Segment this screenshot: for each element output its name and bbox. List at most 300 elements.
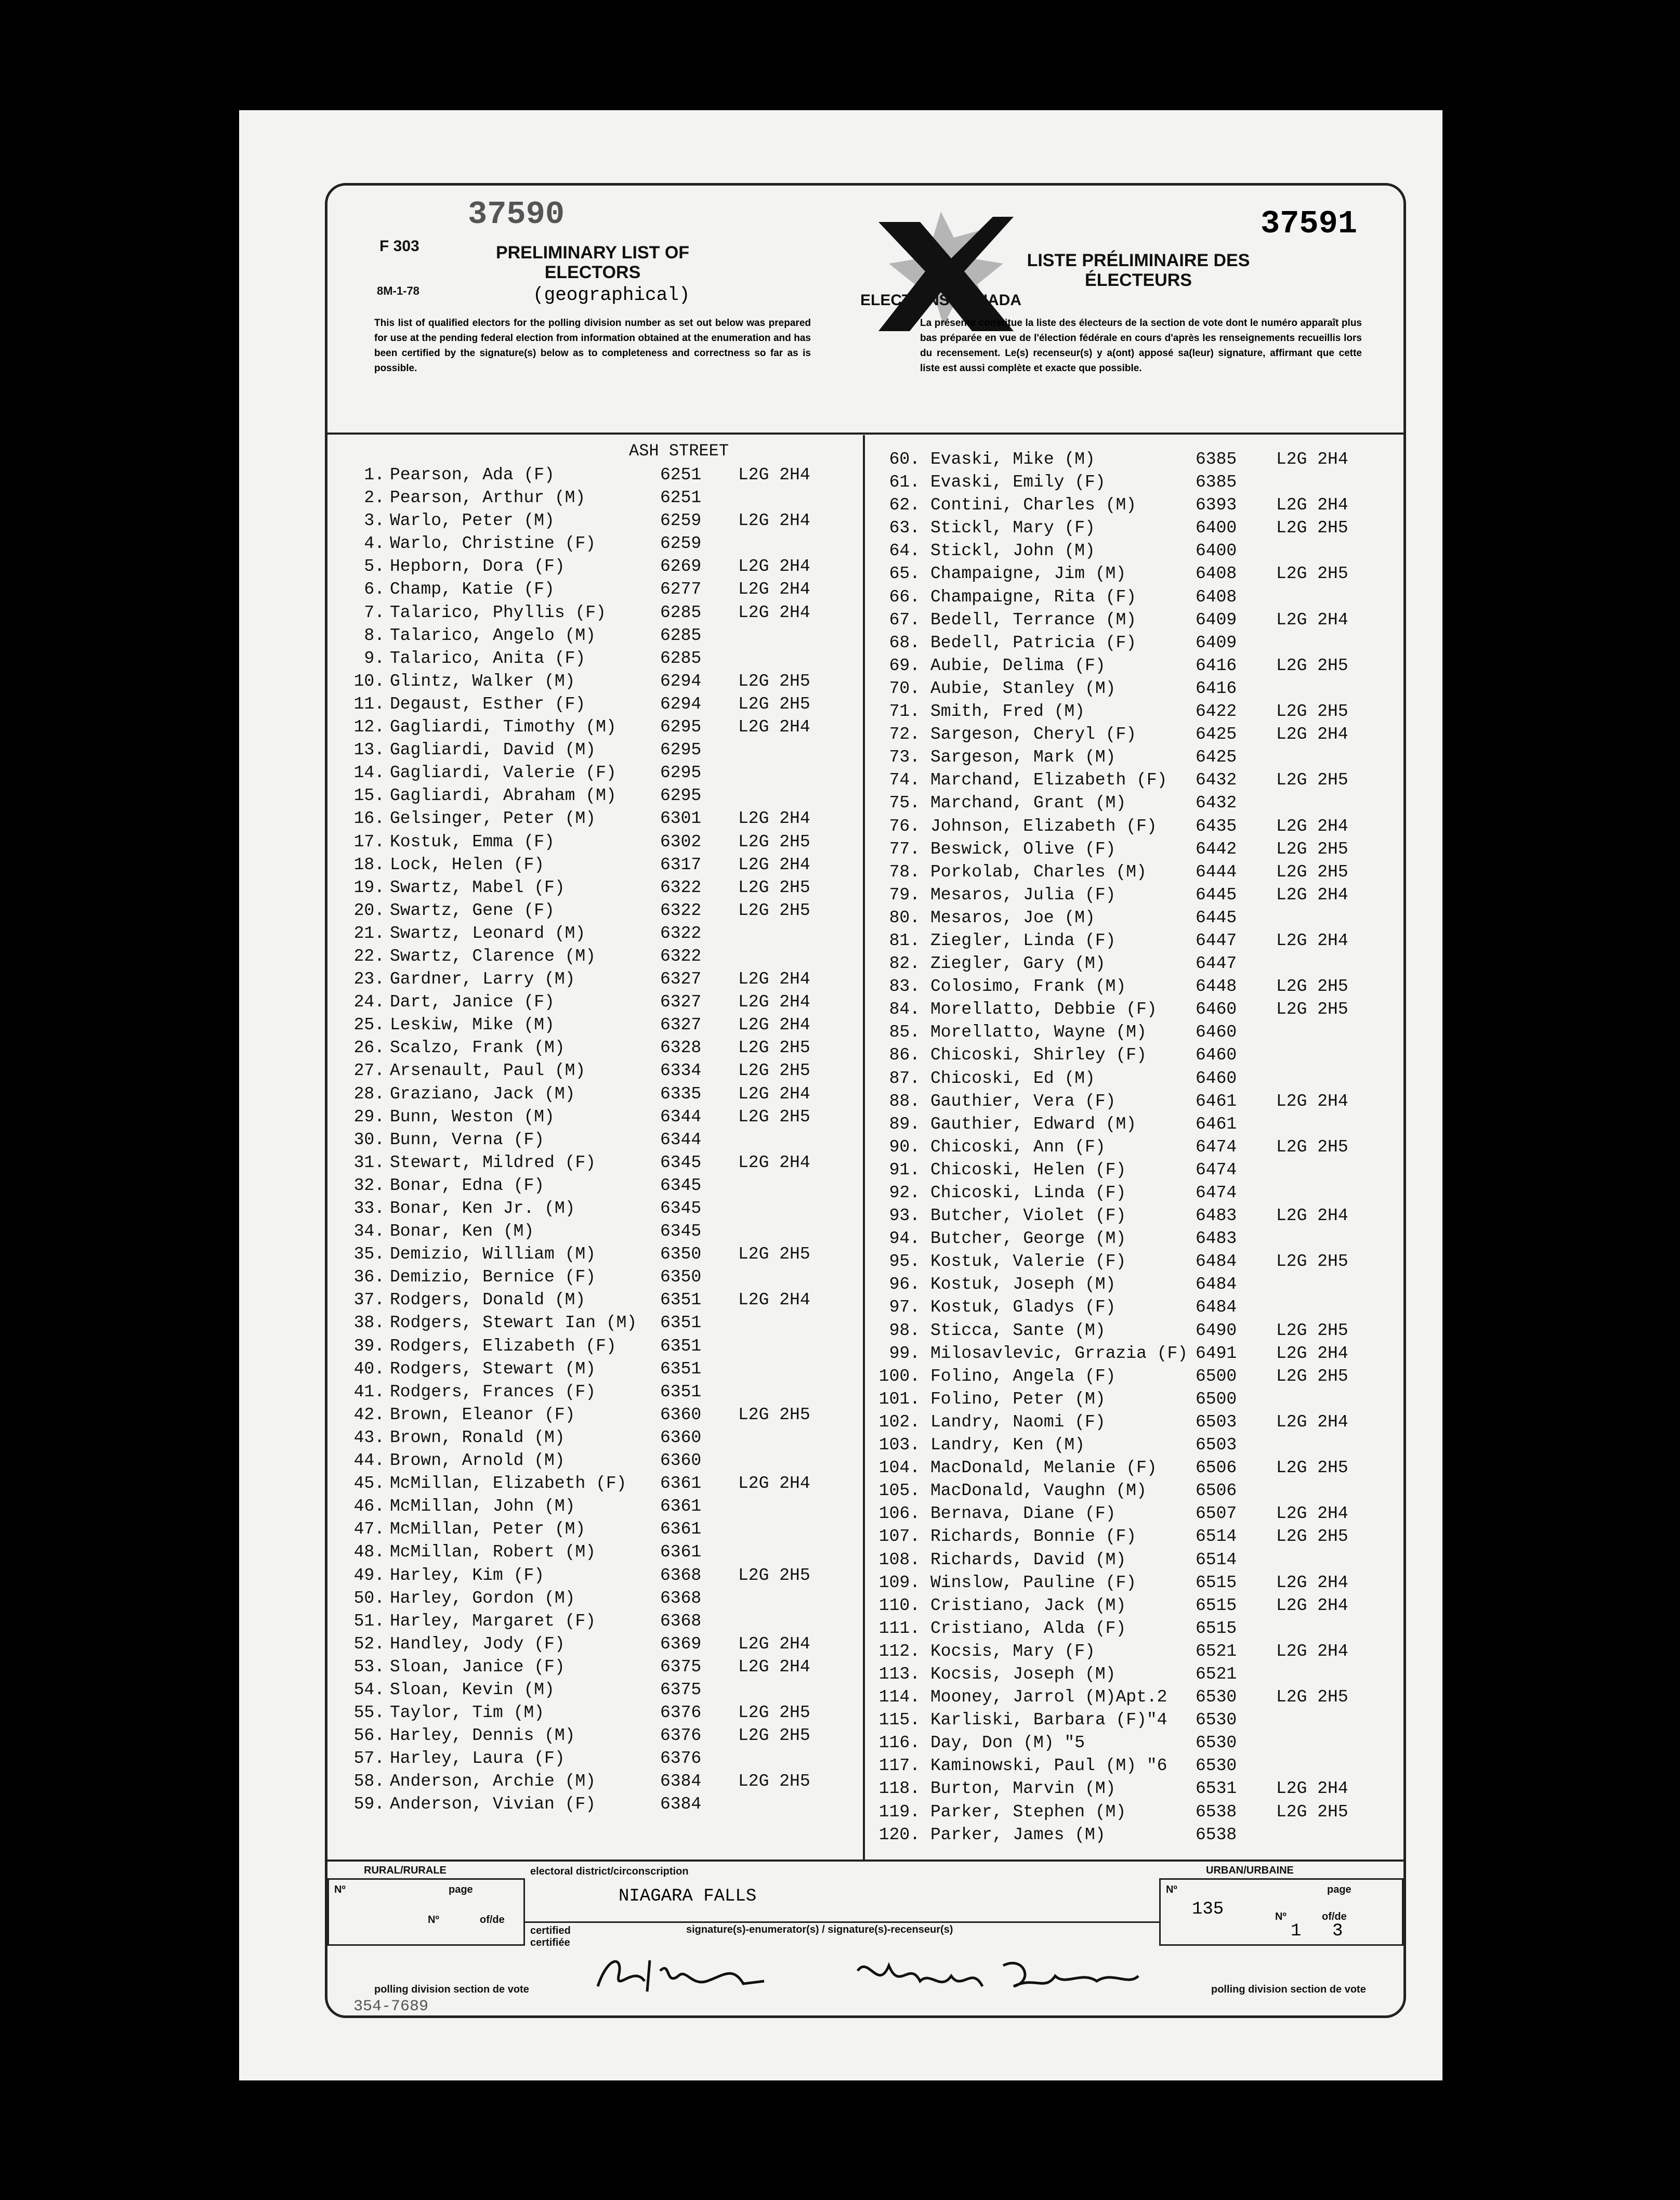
form-number: F 303 — [379, 238, 419, 255]
elector-name: Cristiano, Alda (F) — [930, 1618, 1126, 1638]
elector-name: Demizio, William (M) — [390, 1245, 596, 1264]
elector-name: Champ, Katie (F) — [390, 580, 555, 599]
postal-code: L2G 2H5 — [738, 1038, 810, 1058]
elector-number: 13. — [353, 740, 385, 760]
elector-row — [865, 540, 1401, 562]
elector-number: 41. — [353, 1382, 385, 1402]
postal-code: L2G 2H4 — [1276, 1779, 1348, 1799]
house-number: 6322 — [660, 923, 702, 943]
elector-name: Parker, Stephen (M) — [930, 1802, 1126, 1822]
elector-name: Bedell, Terrance (M) — [930, 610, 1137, 630]
signatures-label: signature(s)-enumerator(s) / signature(s)-recenseur(s) — [686, 1924, 953, 1935]
elector-name: Pearson, Ada (F) — [390, 465, 555, 484]
elector-name: Smith, Fred (M) — [930, 702, 1085, 722]
elector-name: Kocsis, Joseph (M) — [930, 1664, 1116, 1684]
postal-code: L2G 2H5 — [1276, 564, 1348, 584]
elector-row — [865, 1549, 1401, 1572]
elector-number: 29. — [353, 1107, 385, 1127]
elector-row — [865, 1365, 1401, 1388]
elector-row — [865, 1136, 1401, 1159]
house-number: 6302 — [660, 832, 702, 852]
elector-row — [327, 1793, 863, 1816]
elector-row — [327, 831, 863, 854]
elector-name: Gauthier, Edward (M) — [930, 1114, 1137, 1134]
elector-name: Warlo, Peter (M) — [390, 511, 555, 531]
elector-number: 66. — [889, 587, 920, 607]
house-number: 6269 — [660, 557, 702, 577]
elector-number: 52. — [353, 1634, 385, 1654]
elector-name: Marchand, Grant (M) — [930, 793, 1126, 813]
elector-number: 15. — [353, 786, 385, 806]
elector-row — [865, 1594, 1401, 1617]
elector-row — [327, 464, 863, 487]
elector-number: 61. — [889, 473, 920, 492]
elector-row — [865, 1021, 1401, 1044]
elector-name: Swartz, Clarence (M) — [390, 946, 596, 966]
elector-row — [327, 1679, 863, 1701]
elector-name: Morellatto, Debbie (F) — [930, 1000, 1157, 1019]
postal-code: L2G 2H4 — [1276, 1343, 1348, 1363]
elector-row — [865, 1686, 1401, 1709]
house-number: 6503 — [1196, 1435, 1237, 1455]
elector-name: Colosimo, Frank (M) — [930, 977, 1126, 997]
elector-name: Hepborn, Dora (F) — [390, 557, 565, 577]
elector-row — [865, 1273, 1401, 1296]
house-number: 6447 — [1196, 931, 1237, 950]
postal-code: L2G 2H4 — [738, 511, 810, 531]
elector-row — [865, 1296, 1401, 1319]
house-number: 6530 — [1196, 1710, 1237, 1730]
house-number: 6400 — [1196, 518, 1237, 538]
house-number: 6384 — [660, 1795, 702, 1814]
footer — [327, 1862, 1403, 2018]
elector-name: Sargeson, Cheryl (F) — [930, 725, 1137, 744]
house-number: 6285 — [660, 648, 702, 668]
house-number: 6385 — [1196, 473, 1237, 492]
urban-polling-division-label: polling division section de vote — [1211, 1984, 1366, 1995]
elector-name: Rodgers, Stewart (M) — [390, 1359, 596, 1379]
elector-name: Anderson, Vivian (F) — [390, 1795, 596, 1814]
house-number: 6408 — [1196, 587, 1237, 607]
elector-row — [327, 1472, 863, 1495]
house-number: 6416 — [1196, 678, 1237, 698]
elector-row — [865, 1434, 1401, 1457]
elector-name: Gagliardi, David (M) — [390, 740, 596, 760]
elector-row — [327, 991, 863, 1014]
postal-code: L2G 2H4 — [1276, 495, 1348, 515]
elector-row — [327, 922, 863, 945]
elector-number: 116. — [878, 1733, 920, 1753]
house-number: 6327 — [660, 1015, 702, 1035]
house-number: 6301 — [660, 809, 702, 829]
postal-code: L2G 2H4 — [1276, 1412, 1348, 1432]
postal-code: L2G 2H4 — [1276, 1641, 1348, 1661]
elector-name: Landry, Naomi (F) — [930, 1412, 1106, 1432]
elector-row — [865, 517, 1401, 540]
elector-name: Talarico, Angelo (M) — [390, 625, 596, 645]
house-number: 6425 — [1196, 725, 1237, 744]
elector-number: 62. — [889, 495, 920, 515]
elector-name: Warlo, Christine (F) — [390, 534, 596, 554]
elector-name: Kostuk, Valerie (F) — [930, 1252, 1126, 1272]
elector-name: Kostuk, Gladys (F) — [930, 1298, 1116, 1317]
elector-name: MacDonald, Vaughn (M) — [930, 1481, 1147, 1501]
elector-name: Chicoski, Linda (F) — [930, 1183, 1126, 1202]
serial-number-right: 37591 — [1261, 205, 1358, 242]
postal-code: L2G 2H4 — [1276, 450, 1348, 469]
urban-page-no-label: Nº — [1275, 1911, 1287, 1922]
house-number: 6361 — [660, 1474, 702, 1494]
postal-code: L2G 2H5 — [1276, 862, 1348, 882]
elector-name: Rodgers, Stewart Ian (M) — [390, 1313, 637, 1333]
description-french: La présente constitue la liste des électeurs de la section de vote dont le numéro apparaît plus bas préparée en vue de l'élection fédérale en cours d'après les renseignements recueillis lors du recensement. Le(s) recenseur(s) y a(ont) apposé sa(leur) signature, affirmant que cette liste est aussi complète et exacte que possible. — [920, 318, 1362, 374]
elector-row — [865, 1319, 1401, 1342]
elector-number: 72. — [889, 725, 920, 744]
postal-code: L2G 2H5 — [1276, 1137, 1348, 1157]
postal-code: L2G 2H4 — [1276, 610, 1348, 630]
elector-number: 53. — [353, 1657, 385, 1677]
house-number: 6515 — [1196, 1595, 1237, 1615]
elector-number: 74. — [889, 770, 920, 790]
postal-code: L2G 2H4 — [738, 465, 810, 484]
elector-row — [327, 968, 863, 991]
house-number: 6345 — [660, 1153, 702, 1172]
elector-number: 26. — [353, 1038, 385, 1058]
street-heading: ASH STREET — [629, 441, 729, 461]
elector-row — [865, 1388, 1401, 1411]
elector-row — [865, 1617, 1401, 1640]
elector-number: 71. — [889, 702, 920, 722]
elector-number: 14. — [353, 763, 385, 783]
elector-name: MacDonald, Melanie (F) — [930, 1458, 1157, 1478]
house-number: 6530 — [1196, 1687, 1237, 1707]
elector-number: 50. — [353, 1588, 385, 1608]
elector-number: 119. — [878, 1802, 920, 1822]
elector-number: 9. — [364, 648, 385, 668]
elector-name: Degaust, Esther (F) — [390, 694, 586, 714]
postal-code: L2G 2H5 — [738, 1726, 810, 1746]
elector-row — [327, 1701, 863, 1724]
house-number: 6448 — [1196, 977, 1237, 997]
elector-row — [327, 1724, 863, 1747]
house-number: 6295 — [660, 717, 702, 737]
elector-name: Gagliardi, Timothy (M) — [390, 717, 616, 737]
postal-code: L2G 2H5 — [1276, 977, 1348, 997]
elector-row — [327, 784, 863, 807]
postal-code: L2G 2H5 — [738, 1405, 810, 1424]
elector-name: Richards, David (M) — [930, 1550, 1126, 1569]
house-number: 6322 — [660, 878, 702, 897]
elector-number: 94. — [889, 1229, 920, 1249]
house-number: 6327 — [660, 992, 702, 1012]
elector-row — [327, 1449, 863, 1472]
postal-code: L2G 2H5 — [738, 1703, 810, 1723]
elector-name: Anderson, Archie (M) — [390, 1772, 596, 1791]
elector-row — [327, 1335, 863, 1358]
elector-row — [327, 1151, 863, 1174]
form-frame — [325, 183, 1406, 2018]
elector-name: Stickl, John (M) — [930, 541, 1095, 561]
house-number: 6360 — [660, 1405, 702, 1424]
rural-no-label: Nº — [334, 1884, 346, 1895]
elector-number: 60. — [889, 450, 920, 469]
elector-name: Glintz, Walker (M) — [390, 671, 575, 691]
elector-number: 79. — [889, 885, 920, 905]
elector-number: 11. — [353, 694, 385, 714]
elector-row — [327, 1289, 863, 1312]
house-number: 6538 — [1196, 1802, 1237, 1822]
elector-name: Butcher, Violet (F) — [930, 1206, 1126, 1226]
elector-row — [327, 1426, 863, 1449]
elector-row — [327, 1037, 863, 1059]
house-number: 6368 — [660, 1565, 702, 1585]
postal-code: L2G 2H5 — [738, 1061, 810, 1081]
elector-number: 109. — [878, 1573, 920, 1592]
elector-name: Sloan, Janice (F) — [390, 1657, 565, 1677]
house-number: 6447 — [1196, 954, 1237, 974]
house-number: 6361 — [660, 1542, 702, 1562]
house-number: 6444 — [1196, 862, 1237, 882]
elector-number: 8. — [364, 625, 385, 645]
elector-row — [865, 1457, 1401, 1479]
district-underline — [525, 1921, 1159, 1923]
form-date: 8M-1-78 — [377, 284, 419, 297]
elector-row — [865, 975, 1401, 998]
elector-number: 70. — [889, 678, 920, 698]
elector-row — [865, 677, 1401, 700]
elector-row — [327, 1518, 863, 1541]
elector-name: Bonar, Ken (M) — [390, 1222, 534, 1241]
elector-name: Beswick, Olive (F) — [930, 839, 1116, 859]
elector-number: 106. — [878, 1504, 920, 1524]
elector-row — [327, 1564, 863, 1587]
postal-code: L2G 2H4 — [1276, 1091, 1348, 1111]
house-number: 6259 — [660, 534, 702, 554]
postal-code: L2G 2H4 — [1276, 1595, 1348, 1615]
house-number: 6317 — [660, 855, 702, 874]
elector-row — [327, 1747, 863, 1770]
elector-row — [865, 1250, 1401, 1273]
house-number: 6360 — [660, 1451, 702, 1471]
elector-number: 100. — [878, 1366, 920, 1386]
electors-list — [327, 435, 1403, 1859]
house-number: 6345 — [660, 1199, 702, 1218]
elector-name: Butcher, George (M) — [930, 1229, 1126, 1249]
elector-row — [327, 807, 863, 830]
elector-name: Sticca, Sante (M) — [930, 1320, 1106, 1340]
elector-number: 101. — [878, 1389, 920, 1409]
elector-number: 1. — [364, 465, 385, 484]
elector-name: Graziano, Jack (M) — [390, 1084, 575, 1104]
house-number: 6445 — [1196, 885, 1237, 905]
elector-name: Day, Don (M) "5 — [930, 1733, 1085, 1753]
elector-row — [327, 1312, 863, 1334]
elector-row — [327, 1404, 863, 1426]
elector-row — [327, 1014, 863, 1037]
elector-number: 90. — [889, 1137, 920, 1157]
elector-number: 73. — [889, 748, 920, 767]
elector-row — [865, 1640, 1401, 1663]
elector-row — [865, 929, 1401, 952]
title-english: PRELIMINARY LIST OF ELECTORS — [495, 243, 690, 282]
house-number: 6474 — [1196, 1160, 1237, 1180]
elector-number: 46. — [353, 1497, 385, 1516]
elector-name: Marchand, Elizabeth (F) — [930, 770, 1167, 790]
elector-name: Kocsis, Mary (F) — [930, 1641, 1095, 1661]
elector-row — [327, 876, 863, 899]
elector-row — [327, 716, 863, 739]
postal-code: L2G 2H4 — [1276, 1504, 1348, 1524]
elector-name: Stewart, Mildred (F) — [390, 1153, 596, 1172]
elector-number: 84. — [889, 1000, 920, 1019]
elector-row — [865, 998, 1401, 1021]
house-number: 6322 — [660, 900, 702, 920]
elector-name: Scalzo, Frank (M) — [390, 1038, 565, 1058]
elector-name: Kostuk, Joseph (M) — [930, 1275, 1116, 1294]
elector-number: 34. — [353, 1222, 385, 1241]
postal-code: L2G 2H4 — [738, 557, 810, 577]
elector-name: Porkolab, Charles (M) — [930, 862, 1147, 882]
house-number: 6295 — [660, 786, 702, 806]
postal-code: L2G 2H5 — [1276, 518, 1348, 538]
house-number: 6369 — [660, 1634, 702, 1654]
house-number: 6506 — [1196, 1458, 1237, 1478]
elector-row — [865, 1044, 1401, 1067]
postal-code: L2G 2H5 — [1276, 1527, 1348, 1547]
elector-number: 30. — [353, 1130, 385, 1149]
postal-code: L2G 2H4 — [738, 1474, 810, 1494]
title-french: LISTE PRÉLIMINAIRE DES ÉLECTEURS — [1027, 251, 1250, 290]
house-number: 6521 — [1196, 1664, 1237, 1684]
elector-number: 115. — [878, 1710, 920, 1730]
house-number: 6460 — [1196, 1045, 1237, 1065]
postal-code: L2G 2H4 — [1276, 885, 1348, 905]
elector-row — [865, 609, 1401, 632]
elector-name: Gagliardi, Valerie (F) — [390, 763, 616, 783]
elector-row — [865, 1572, 1401, 1594]
elector-row — [327, 1633, 863, 1656]
rural-of-label: of/de — [480, 1914, 505, 1926]
elector-name: Bernava, Diane (F) — [930, 1504, 1116, 1524]
elector-name: Johnson, Elizabeth (F) — [930, 816, 1157, 836]
elector-row — [865, 1525, 1401, 1548]
house-number: 6393 — [1196, 495, 1237, 515]
description-english: This list of qualified electors for the polling division number as set out below was prepared for use at the pending federal election from information obtained at the enumeration and has been certified by the signature(s) below as to completeness and correctness so far as is possible. — [374, 318, 811, 374]
elector-name: Chicoski, Ann (F) — [930, 1137, 1106, 1157]
elector-name: Folino, Angela (F) — [930, 1366, 1116, 1386]
postal-code: L2G 2H4 — [1276, 931, 1348, 950]
elector-row — [327, 1381, 863, 1404]
postal-code: L2G 2H4 — [738, 1153, 810, 1172]
elector-name: Gagliardi, Abraham (M) — [390, 786, 616, 806]
elector-name: Taylor, Tim (M) — [390, 1703, 545, 1723]
elector-name: Swartz, Leonard (M) — [390, 923, 586, 943]
elector-name: Evaski, Mike (M) — [930, 450, 1095, 469]
house-number: 6500 — [1196, 1366, 1237, 1386]
elector-number: 42. — [353, 1405, 385, 1424]
postal-code: L2G 2H4 — [738, 717, 810, 737]
postal-code: L2G 2H5 — [738, 1107, 810, 1127]
elector-number: 112. — [878, 1641, 920, 1661]
house-number: 6360 — [660, 1428, 702, 1447]
house-number: 6484 — [1196, 1252, 1237, 1272]
elector-name: Brown, Eleanor (F) — [390, 1405, 575, 1424]
elector-name: Aubie, Delima (F) — [930, 656, 1106, 675]
house-number: 6351 — [660, 1290, 702, 1310]
enumerator-signatures — [587, 1945, 1159, 2007]
elector-name: Cristiano, Jack (M) — [930, 1595, 1126, 1615]
house-number: 6351 — [660, 1359, 702, 1379]
house-number: 6328 — [660, 1038, 702, 1058]
elector-row — [327, 670, 863, 693]
elector-number: 107. — [878, 1527, 920, 1547]
elector-number: 32. — [353, 1175, 385, 1195]
elector-name: Rodgers, Donald (M) — [390, 1290, 586, 1310]
electors-column-right — [865, 448, 1401, 1847]
postal-code: L2G 2H5 — [1276, 839, 1348, 859]
house-number: 6384 — [660, 1772, 702, 1791]
elector-number: 118. — [878, 1779, 920, 1799]
elector-number: 23. — [353, 970, 385, 989]
elector-number: 4. — [364, 534, 385, 554]
urban-no-label: Nº — [1166, 1884, 1177, 1895]
house-number: 6277 — [660, 580, 702, 599]
elector-row — [327, 555, 863, 578]
house-number: 6361 — [660, 1520, 702, 1539]
elector-number: 39. — [353, 1336, 385, 1356]
house-number: 6327 — [660, 970, 702, 989]
elector-row — [865, 1479, 1401, 1502]
postal-code: L2G 2H5 — [1276, 1320, 1348, 1340]
house-number: 6461 — [1196, 1091, 1237, 1111]
elector-name: Gardner, Larry (M) — [390, 970, 575, 989]
elector-name: Mooney, Jarrol (M)Apt.2 — [930, 1687, 1167, 1707]
postal-code: L2G 2H4 — [738, 580, 810, 599]
house-number: 6483 — [1196, 1229, 1237, 1249]
elector-name: Harley, Margaret (F) — [390, 1611, 596, 1631]
elector-row — [327, 1266, 863, 1289]
house-number: 6490 — [1196, 1320, 1237, 1340]
elector-number: 85. — [889, 1023, 920, 1042]
elector-name: Bonar, Edna (F) — [390, 1175, 545, 1195]
elector-row — [327, 1129, 863, 1151]
house-number: 6515 — [1196, 1618, 1237, 1638]
elector-name: Brown, Ronald (M) — [390, 1428, 565, 1447]
elector-row — [327, 1083, 863, 1106]
house-number: 6514 — [1196, 1527, 1237, 1547]
elector-number: 48. — [353, 1542, 385, 1562]
house-number: 6445 — [1196, 908, 1237, 927]
elector-number: 86. — [889, 1045, 920, 1065]
postal-code: L2G 2H4 — [738, 1015, 810, 1035]
elector-number: 36. — [353, 1267, 385, 1287]
elector-row — [327, 601, 863, 624]
house-number: 6460 — [1196, 1023, 1237, 1042]
elector-row — [865, 1159, 1401, 1182]
postal-code: L2G 2H4 — [738, 1657, 810, 1677]
house-number: 6507 — [1196, 1504, 1237, 1524]
elector-name: Harley, Gordon (M) — [390, 1588, 575, 1608]
elector-number: 87. — [889, 1068, 920, 1088]
postal-code: L2G 2H5 — [1276, 656, 1348, 675]
elector-row — [327, 532, 863, 555]
elector-number: 67. — [889, 610, 920, 630]
elector-number: 75. — [889, 793, 920, 813]
elector-name: Burton, Marvin (M) — [930, 1779, 1116, 1799]
elector-row — [327, 899, 863, 922]
house-number: 6351 — [660, 1313, 702, 1333]
postal-code: L2G 2H5 — [1276, 1687, 1348, 1707]
